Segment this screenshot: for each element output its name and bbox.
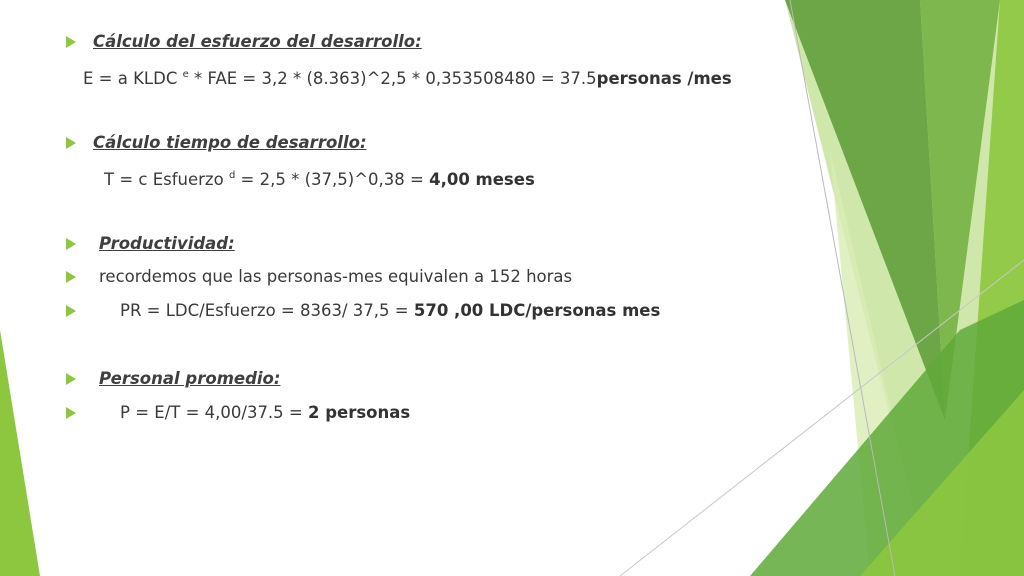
formula-tiempo-part-b: = 2,5 * (37,5)^0,38 = [235, 170, 430, 189]
formula-productividad [120, 299, 660, 323]
bullet-arrow-icon [66, 305, 76, 317]
note-personas-mes: recordemos que las personas-mes equivalen a 152 horas [99, 267, 573, 286]
formula-esfuerzo [83, 63, 732, 91]
formula-productividad-part-a: PR = LDC/Esfuerzo = 8363/ 37,5 = [120, 301, 414, 320]
bullet-arrow-icon [66, 407, 76, 419]
bullet-arrow-icon [66, 238, 76, 250]
formula-esfuerzo-exponent: e [182, 69, 189, 80]
formula-tiempo-result: 4,00 meses [429, 170, 535, 189]
formula-tiempo [104, 164, 535, 192]
formula-esfuerzo-result: personas /mes [596, 69, 732, 88]
formula-personal [120, 401, 410, 425]
left-accent-shape [0, 330, 40, 576]
heading-personal-promedio: Personal promedio: [99, 369, 281, 388]
formula-esfuerzo-part-b: * FAE = 3,2 * (8.363)^2,5 * 0,353508480 = 37.5 [188, 69, 597, 88]
bullet-arrow-icon [66, 137, 76, 149]
heading-productividad: Productividad: [99, 234, 235, 253]
bullet-arrow-icon [66, 373, 76, 385]
formula-tiempo-exponent: d [228, 170, 236, 181]
formula-personal-part-a: P = E/T = 4,00/37.5 = [120, 403, 308, 422]
formula-personal-result: 2 personas [308, 403, 411, 422]
formula-tiempo-part-a: T = c Esfuerzo [104, 170, 229, 189]
formula-esfuerzo-part-a: E = a KLDC [83, 69, 183, 88]
formula-productividad-result: 570 ,00 LDC/personas mes [413, 301, 661, 320]
heading-tiempo: Cálculo tiempo de desarrollo: [93, 133, 367, 152]
bullet-arrow-icon [66, 271, 76, 283]
heading-esfuerzo: Cálculo del esfuerzo del desarrollo: [93, 32, 422, 51]
bullet-arrow-icon [66, 36, 76, 48]
